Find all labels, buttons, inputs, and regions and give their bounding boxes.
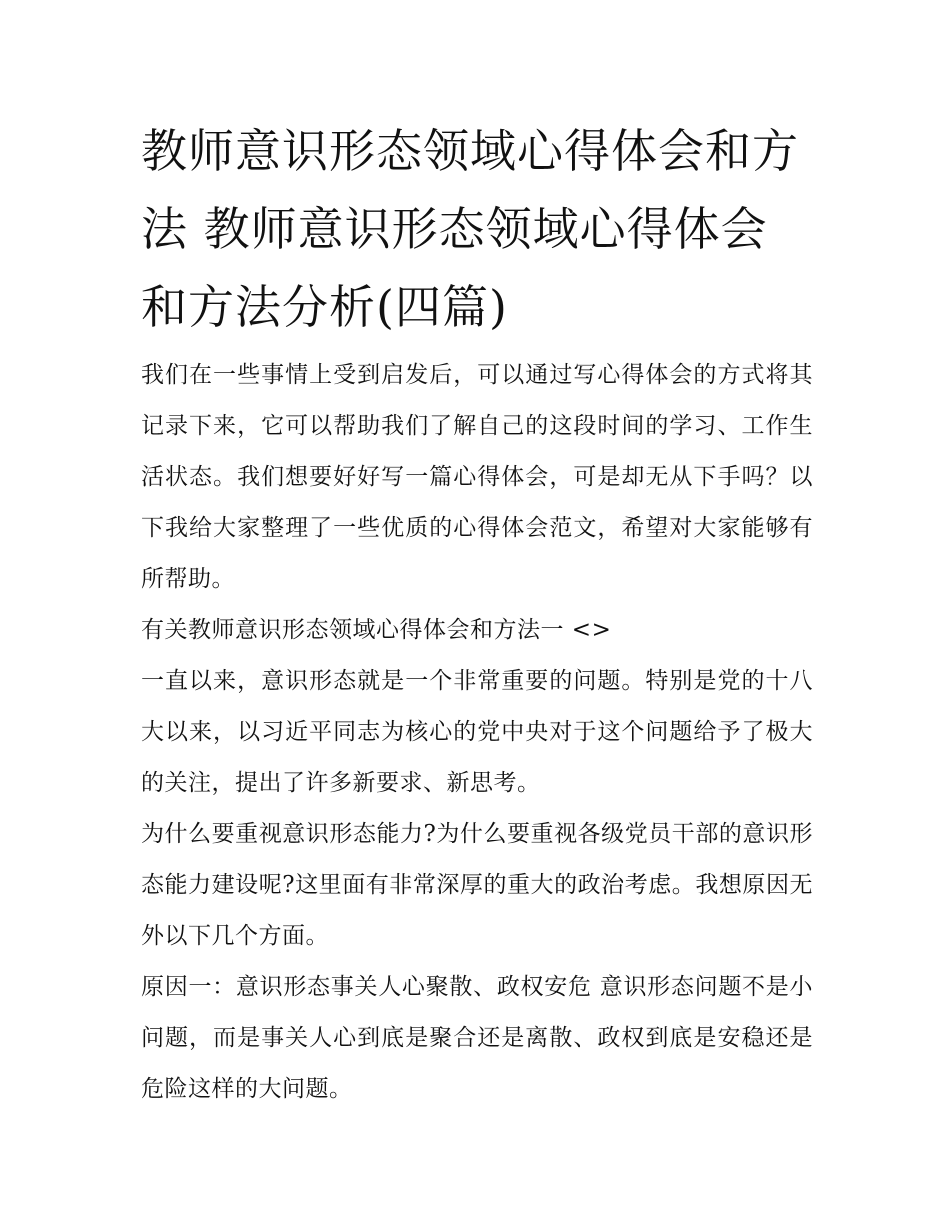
body-paragraph: 原因一：意识形态事关人心聚散、政权安危 意识形态问题不是小问题，而是事关人心到底是聚合还是离散、政权到底是安稳还是危险这样的大问题。 [141,974,813,1102]
intro-paragraph: 我们在一些事情上受到启发后，可以通过写心得体会的方式将其记录下来，它可以帮助我们了解自己的这段时间的学习、工作生活状态。我们想要好好写一篇心得体会，可是却无从下手吗？以下我给大家整理了一些优质的心得体会范文，希望对大家能够有所帮助。 [141,362,813,592]
document-title: 教师意识形态领域心得体会和方法 教师意识形态领域心得体会和方法分析(四篇) [141,124,799,334]
document-page [141,112,813,1115]
body-paragraph: 一直以来，意识形态就是一个非常重要的问题。特别是党的十八大以来，以习近平同志为核心的党中央对于这个问题给予了极大的关注，提出了许多新要求、新思考。 [141,668,813,796]
section-heading: 有关教师意识形态领域心得体会和方法一 <> [141,617,612,643]
body-paragraph: 为什么要重视意识形态能力?为什么要重视各级党员干部的意识形态能力建设呢?这里面有非常深厚的重大的政治考虑。我想原因无外以下几个方面。 [141,821,813,949]
